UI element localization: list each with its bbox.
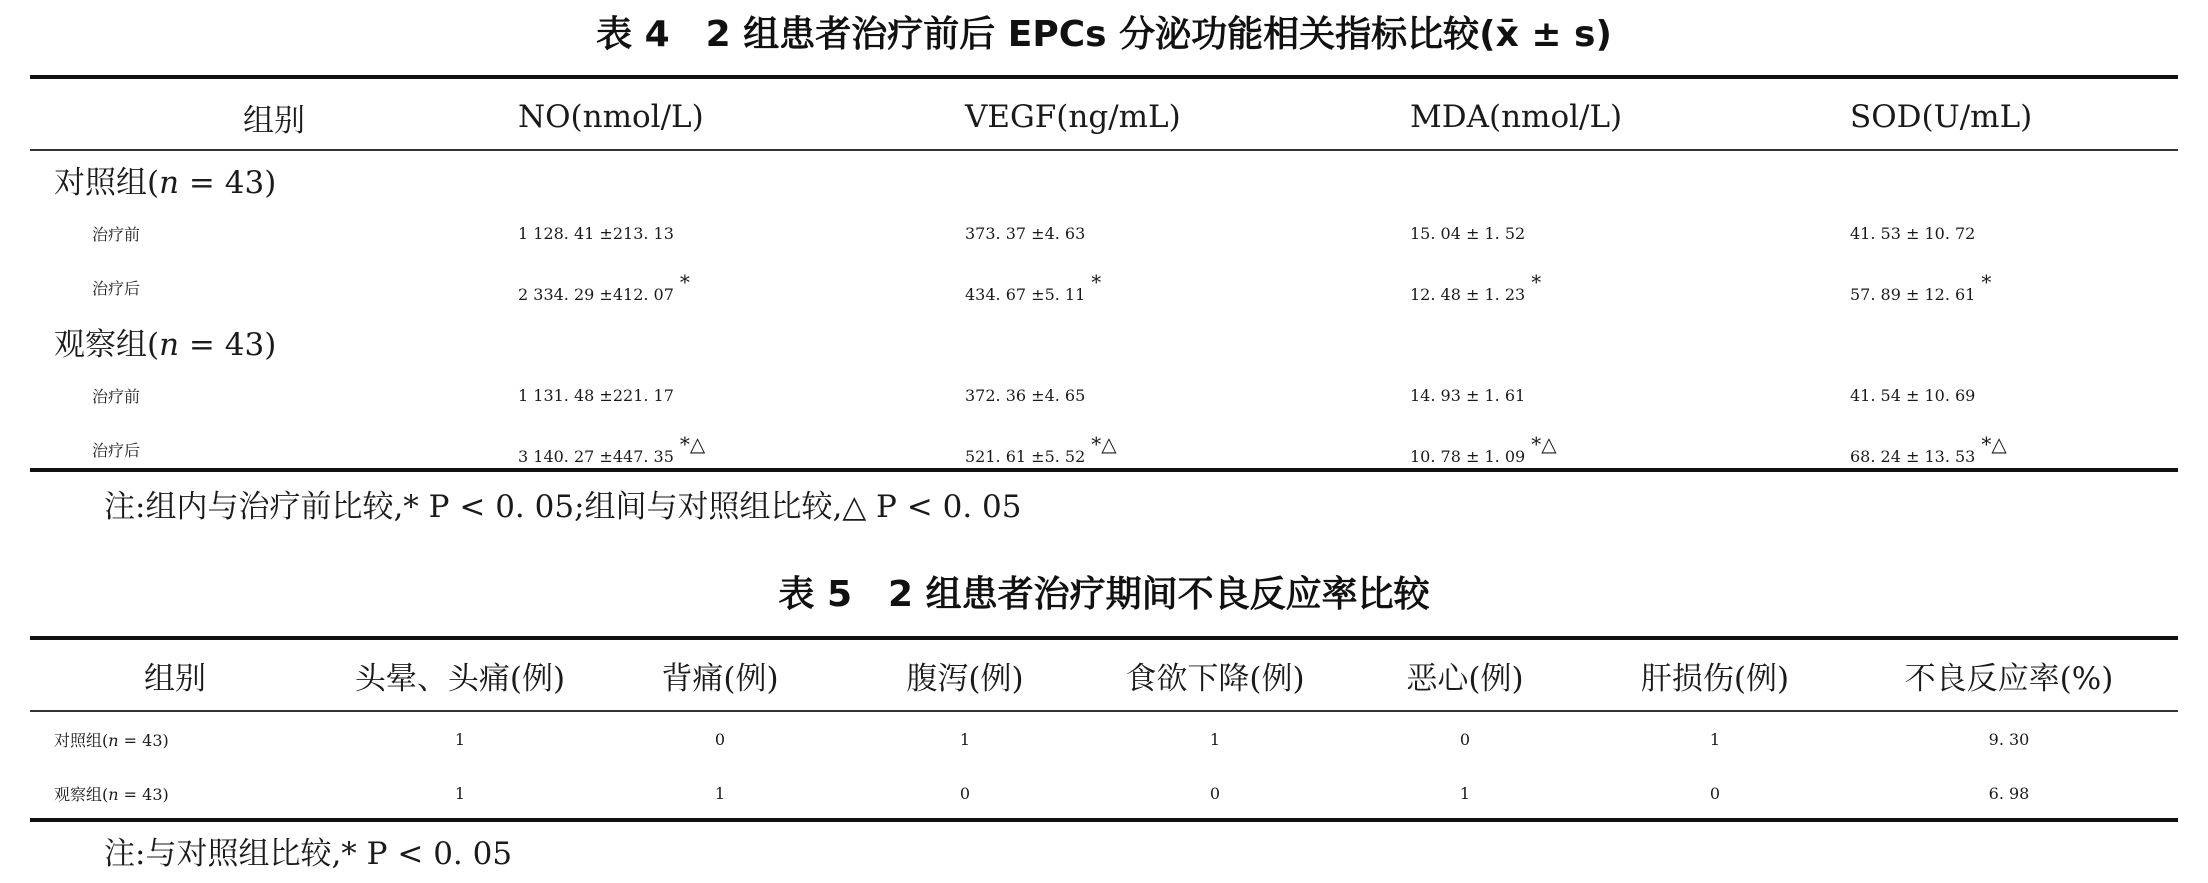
table-row — [30, 712, 2178, 766]
table-row — [30, 260, 2178, 314]
table5-body — [30, 712, 2178, 820]
table4-group-row — [30, 152, 2178, 206]
table-row — [30, 368, 2178, 422]
cell-sod: 68. 24 ± 13. 53*△ — [1850, 432, 2007, 466]
cell-vegf: 434. 67 ±5. 11* — [965, 270, 1102, 304]
cell-no: 2 334. 29 ±412. 07* — [518, 270, 690, 304]
cell: 0 — [1459, 729, 1471, 749]
cell: 0 — [1709, 783, 1721, 803]
cell: 9. 30 — [1988, 729, 2030, 749]
sig-mark: *△ — [1091, 432, 1117, 456]
table4-header-row — [30, 85, 2178, 149]
header-no: NO(nmol/L) — [518, 99, 704, 135]
group-label-observation: 观察组(n = 43) — [54, 326, 277, 363]
sig-mark: * — [1531, 270, 1542, 294]
table4-header-rule — [30, 149, 2178, 151]
sig-mark: * — [1981, 270, 1992, 294]
table5 — [30, 643, 2178, 707]
header-mda: MDA(nmol/L) — [1410, 99, 1623, 135]
sig-mark: *△ — [1531, 432, 1557, 456]
header-dizziness: 头晕、头痛(例) — [354, 660, 566, 697]
table-row — [30, 206, 2178, 260]
cell: 6. 98 — [1988, 783, 2030, 803]
row-label: 对照组(n = 43) — [54, 730, 169, 750]
table4-note: 注:组内与治疗前比较,* P < 0. 05;组间与对照组比较,△ P < 0. 05 — [104, 489, 1022, 525]
cell-no: 3 140. 27 ±447. 35*△ — [518, 432, 706, 466]
cell-sod: 41. 54 ± 10. 69 — [1850, 385, 1976, 405]
sig-mark: * — [679, 270, 690, 294]
cell-mda: 10. 78 ± 1. 09*△ — [1410, 432, 1557, 466]
header-back-pain: 背痛(例) — [661, 660, 779, 697]
row-label: 治疗后 — [92, 278, 141, 298]
cell-vegf: 372. 36 ±4. 65 — [965, 385, 1086, 405]
row-label: 治疗前 — [92, 224, 141, 244]
header-appetite: 食欲下降(例) — [1125, 660, 1305, 697]
cell: 1 — [1209, 729, 1221, 749]
sig-mark: *△ — [679, 432, 706, 456]
sig-mark: *△ — [1981, 432, 2007, 456]
sig-mark: * — [1091, 270, 1102, 294]
header-liver: 肝损伤(例) — [1640, 660, 1790, 697]
table5-caption: 表 5 2 组患者治疗期间不良反应率比较 — [778, 574, 1430, 615]
header-sod: SOD(U/mL) — [1850, 99, 2033, 135]
table5-bottom-rule — [30, 818, 2178, 822]
cell: 0 — [959, 783, 971, 803]
table4-group-row — [30, 314, 2178, 368]
table-row — [30, 766, 2178, 820]
cell-vegf: 521. 61 ±5. 52*△ — [965, 432, 1117, 466]
table4-bottom-rule — [30, 468, 2178, 472]
header-rate: 不良反应率(%) — [1904, 660, 2114, 697]
table4 — [30, 85, 2178, 149]
cell: 1 — [1459, 783, 1471, 803]
cell-mda: 14. 93 ± 1. 61 — [1410, 385, 1526, 405]
table4-body — [30, 152, 2178, 476]
cell-sod: 41. 53 ± 10. 72 — [1850, 223, 1976, 243]
cell-no: 1 131. 48 ±221. 17 — [518, 385, 674, 405]
header-diarrhea: 腹泻(例) — [906, 660, 1024, 697]
row-label: 治疗前 — [92, 386, 141, 406]
header-group: 组别 — [243, 102, 305, 139]
cell: 1 — [454, 729, 466, 749]
cell: 1 — [1709, 729, 1721, 749]
cell: 1 — [714, 783, 726, 803]
cell: 1 — [959, 729, 971, 749]
table5-top-rule — [30, 636, 2178, 640]
cell-sod: 57. 89 ± 12. 61* — [1850, 270, 1992, 304]
cell-mda: 12. 48 ± 1. 23* — [1410, 270, 1542, 304]
table5-note: 注:与对照组比较,* P < 0. 05 — [104, 836, 513, 872]
table4-caption: 表 4 2 组患者治疗前后 EPCs 分泌功能相关指标比较(x̄ ± s) — [596, 14, 1612, 55]
cell-vegf: 373. 37 ±4. 63 — [965, 223, 1086, 243]
header-vegf: VEGF(ng/mL) — [965, 99, 1181, 135]
header-group: 组别 — [144, 660, 206, 697]
cell: 1 — [454, 783, 466, 803]
row-label: 观察组(n = 43) — [54, 784, 169, 804]
group-label-control: 对照组(n = 43) — [54, 164, 277, 201]
table4-top-rule — [30, 75, 2178, 79]
header-nausea: 恶心(例) — [1406, 660, 1524, 697]
table5-header-row — [30, 643, 2178, 707]
cell: 0 — [714, 729, 726, 749]
cell-mda: 15. 04 ± 1. 52 — [1410, 223, 1526, 243]
row-label: 治疗后 — [92, 440, 141, 460]
cell-no: 1 128. 41 ±213. 13 — [518, 223, 674, 243]
cell: 0 — [1209, 783, 1221, 803]
